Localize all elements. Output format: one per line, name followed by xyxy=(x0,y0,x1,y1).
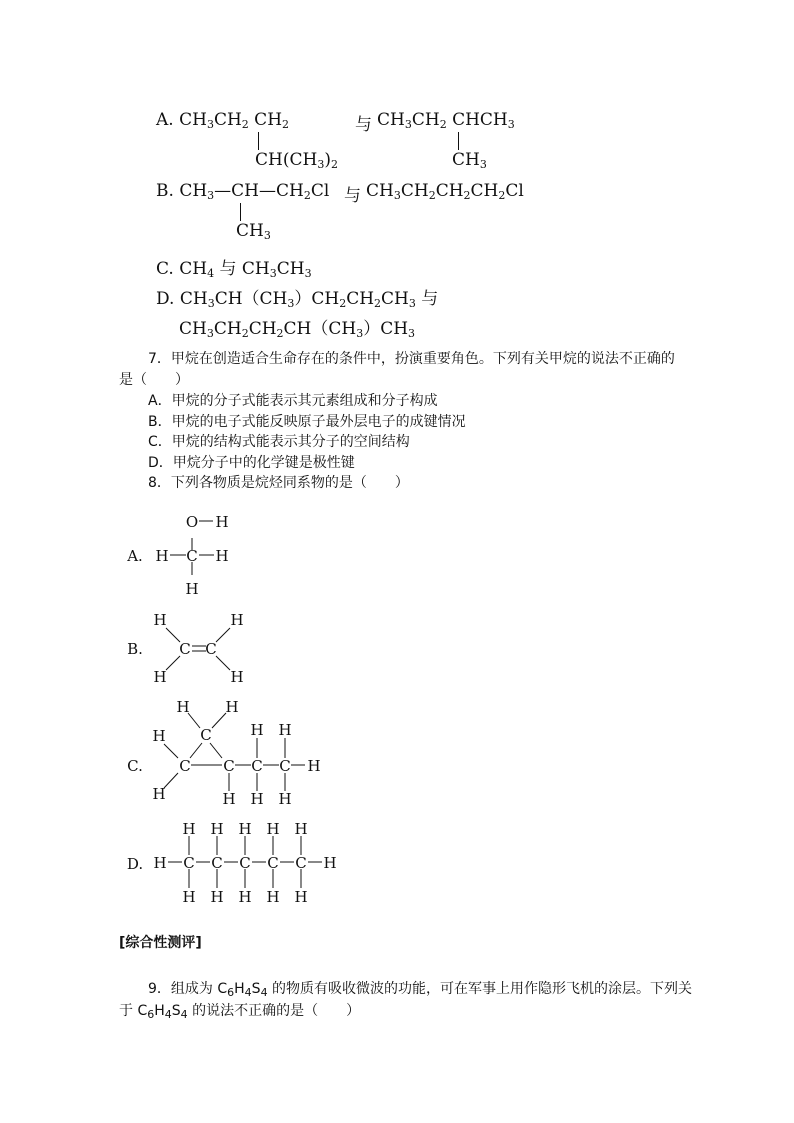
option-label: B. xyxy=(156,181,174,201)
atom-h: H xyxy=(250,721,264,739)
q6-option-c: C. $CH_4$ 与 $CH_3CH_3$ xyxy=(156,259,312,280)
atom-c: C xyxy=(205,640,217,658)
q6-a-branch: $CH(CH_3)_2$ xyxy=(255,150,338,171)
atom-h: H xyxy=(294,820,308,838)
q9-stem-cont: 于 $C_6H_4S_4$ 的说法不正确的是（ ） xyxy=(119,1003,361,1021)
atom-h: H xyxy=(307,757,321,775)
formula-left: $CH_3CH_2$ $CH_2$ xyxy=(179,110,290,131)
atom-c: C xyxy=(211,854,223,872)
atom-c: C xyxy=(295,854,307,872)
atom-h: H xyxy=(222,790,236,808)
q7-option-c: C．甲烷的结构式能表示其分子的空间结构 xyxy=(148,434,410,450)
atom-h: H xyxy=(215,547,229,565)
q8-stem: 8．下列各物质是烷烃同系物的是（ ） xyxy=(148,475,409,491)
q7-option-d: D．甲烷分子中的化学键是极性键 xyxy=(148,455,355,471)
atom-h: H xyxy=(152,785,166,803)
q6-b-branch: $CH_3$ xyxy=(236,221,271,242)
atom-h: H xyxy=(153,611,167,629)
atom-c: C xyxy=(239,854,251,872)
atom-h: H xyxy=(182,820,196,838)
atom-h: H xyxy=(238,820,252,838)
atom-c: C xyxy=(183,854,195,872)
formula-right: $CH_3CH_2$ $CHCH_3$ xyxy=(377,110,515,131)
atom-h: H xyxy=(238,888,252,906)
atom-h: H xyxy=(278,790,292,808)
q9-stem: 9．组成为 $C_6H_4S_4$ 的物质有吸收微波的功能，可在军事上用作隐形飞机的涂层。下列关 xyxy=(148,981,693,999)
atom-h: H xyxy=(153,854,167,872)
atom-h: H xyxy=(155,547,169,565)
q7-option-a: A．甲烷的分子式能表示其元素组成和分子构成 xyxy=(148,393,438,409)
atom-h: H xyxy=(278,721,292,739)
q6-option-b: B. $CH_3—CH—CH_2Cl$ xyxy=(156,181,330,202)
atom-h: H xyxy=(225,698,239,716)
atom-h: H xyxy=(230,611,244,629)
atom-h: H xyxy=(153,668,167,686)
q8-option-c-label: C. xyxy=(127,757,143,775)
q8-option-b-label: B. xyxy=(127,640,143,658)
atom-h: H xyxy=(176,698,190,716)
atom-c: C xyxy=(223,757,235,775)
formula-right: $CH_3CH_2CH_2CH_2Cl$ xyxy=(366,181,524,202)
atom-c: C xyxy=(179,757,191,775)
atom-h: H xyxy=(210,888,224,906)
atom-c: C xyxy=(279,757,291,775)
atom-h: H xyxy=(185,580,199,598)
atom-h: H xyxy=(266,820,280,838)
q8-option-a-label: A. xyxy=(127,547,143,565)
atom-c: C xyxy=(179,640,191,658)
q7-stem-cont: 是（ ） xyxy=(119,372,189,388)
option-label: C. xyxy=(156,259,174,279)
atom-h: H xyxy=(294,888,308,906)
q7-stem: 7．甲烷在创造适合生命存在的条件中，扮演重要角色。下列有关甲烷的说法不正确的 xyxy=(148,351,675,367)
atom-h: H xyxy=(266,888,280,906)
option-label: A. xyxy=(156,110,174,130)
q6-d-line2: $CH_3CH_2CH_2CH(CH_3)CH_3$ xyxy=(179,319,416,340)
connector-word: 与 xyxy=(355,115,372,135)
q6-option-d: D. $CH_3CH(CH_3)CH_2CH_2CH_3$ 与 xyxy=(156,289,439,310)
atom-h: H xyxy=(215,513,229,531)
q6-a-right-branch: $CH_3$ xyxy=(452,150,487,171)
atom-c: C xyxy=(200,726,212,744)
atom-c: C xyxy=(267,854,279,872)
connector-word: 与 xyxy=(344,186,361,206)
section-title: [综合性测评] xyxy=(119,935,202,951)
atom-h: H xyxy=(230,668,244,686)
atom-h: H xyxy=(250,790,264,808)
atom-h: H xyxy=(182,888,196,906)
atom-h: H xyxy=(323,854,337,872)
q7-option-b: B．甲烷的电子式能反映原子最外层电子的成键情况 xyxy=(148,414,466,430)
atom-h: H xyxy=(210,820,224,838)
atom-c: C xyxy=(251,757,263,775)
atom-h: H xyxy=(152,727,166,745)
option-label: D. xyxy=(156,289,175,309)
atom-o: O xyxy=(185,513,199,531)
q8-option-d-label: D. xyxy=(126,855,144,873)
atom-c: C xyxy=(186,547,198,565)
